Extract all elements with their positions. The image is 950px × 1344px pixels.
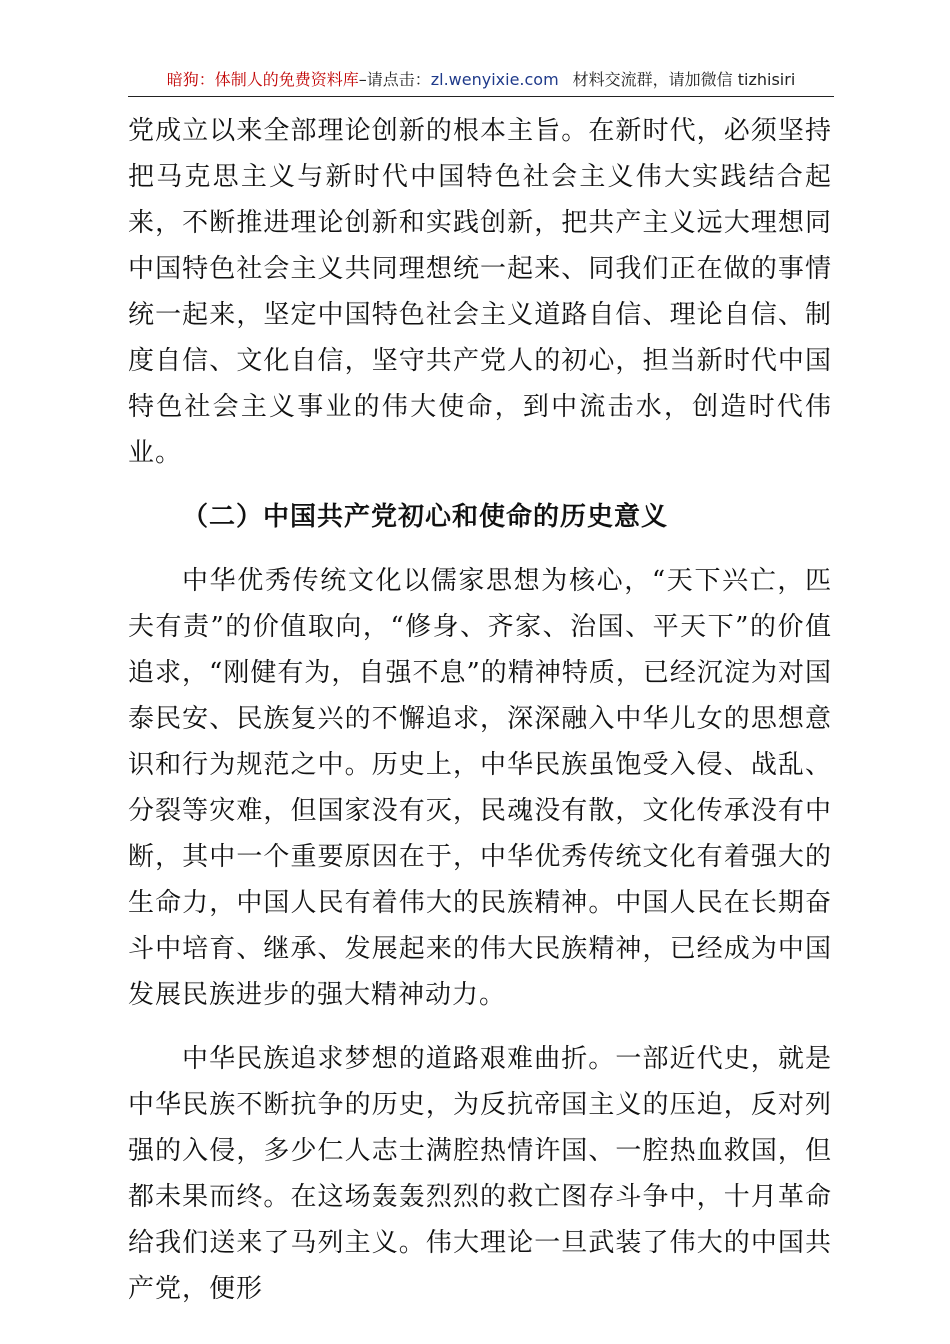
spacer [128,476,832,494]
document-body [128,108,832,1312]
page-header [128,66,834,97]
header-link-url[interactable]: zl.wenyixie.com [430,70,559,89]
spacer [128,540,832,558]
paragraph-1: 党成立以来全部理论创新的根本主旨。在新时代，必须坚持把马克思主义与新时代中国特色社会主义伟大实践结合起来，不断推进理论创新和实践创新，把共产主义远大理想同中国特色社会主义共同理想统一起来、同我们正在做的事情统一起来，坚定中国特色社会主义道路自信、理论自信、制度自信、文化自信，坚守共产党人的初心，担当新时代中国特色社会主义事业的伟大使命，到中流击水，创造时代伟业。 [128,116,832,468]
header-link-prefix: –请点击： [358,70,431,89]
section-heading: （二）中国共产党初心和使命的历史意义 [182,502,669,532]
header-contact: 材料交流群，请加微信 tizhisiri [572,70,796,89]
paragraph-3: 中华民族追求梦想的道路艰难曲折。一部近代史，就是中华民族不断抗争的历史，为反抗帝国主义的压迫，反对列强的入侵，多少仁人志士满腔热情许国、一腔热血救国，但都未果而终。在这场轰轰烈烈的救亡图存斗争中，十月革命给我们送来了马列主义。伟大理论一旦武装了伟大的中国共产党，便形 [128,1044,832,1304]
header-brand: 暗狗：体制人的免费资料库 [166,70,359,89]
paragraph-2: 中华优秀传统文化以儒家思想为核心，“天下兴亡，匹夫有责”的价值取向，“修身、齐家、治国、平天下”的价值追求，“刚健有为，自强不息”的精神特质，已经沉淀为对国泰民安、民族复兴的不懈追求，深深融入中华儿女的思想意识和行为规范之中。历史上，中华民族虽饱受入侵、战乱、分裂等灾难，但国家没有灭，民魂没有散，文化传承没有中断，其中一个重要原因在于，中华优秀传统文化有着强大的生命力，中国人民有着伟大的民族精神。中国人民在长期奋斗中培育、继承、发展起来的伟大民族精神，已经成为中国发展民族进步的强大精神动力。 [128,566,832,1010]
spacer [128,1018,832,1036]
